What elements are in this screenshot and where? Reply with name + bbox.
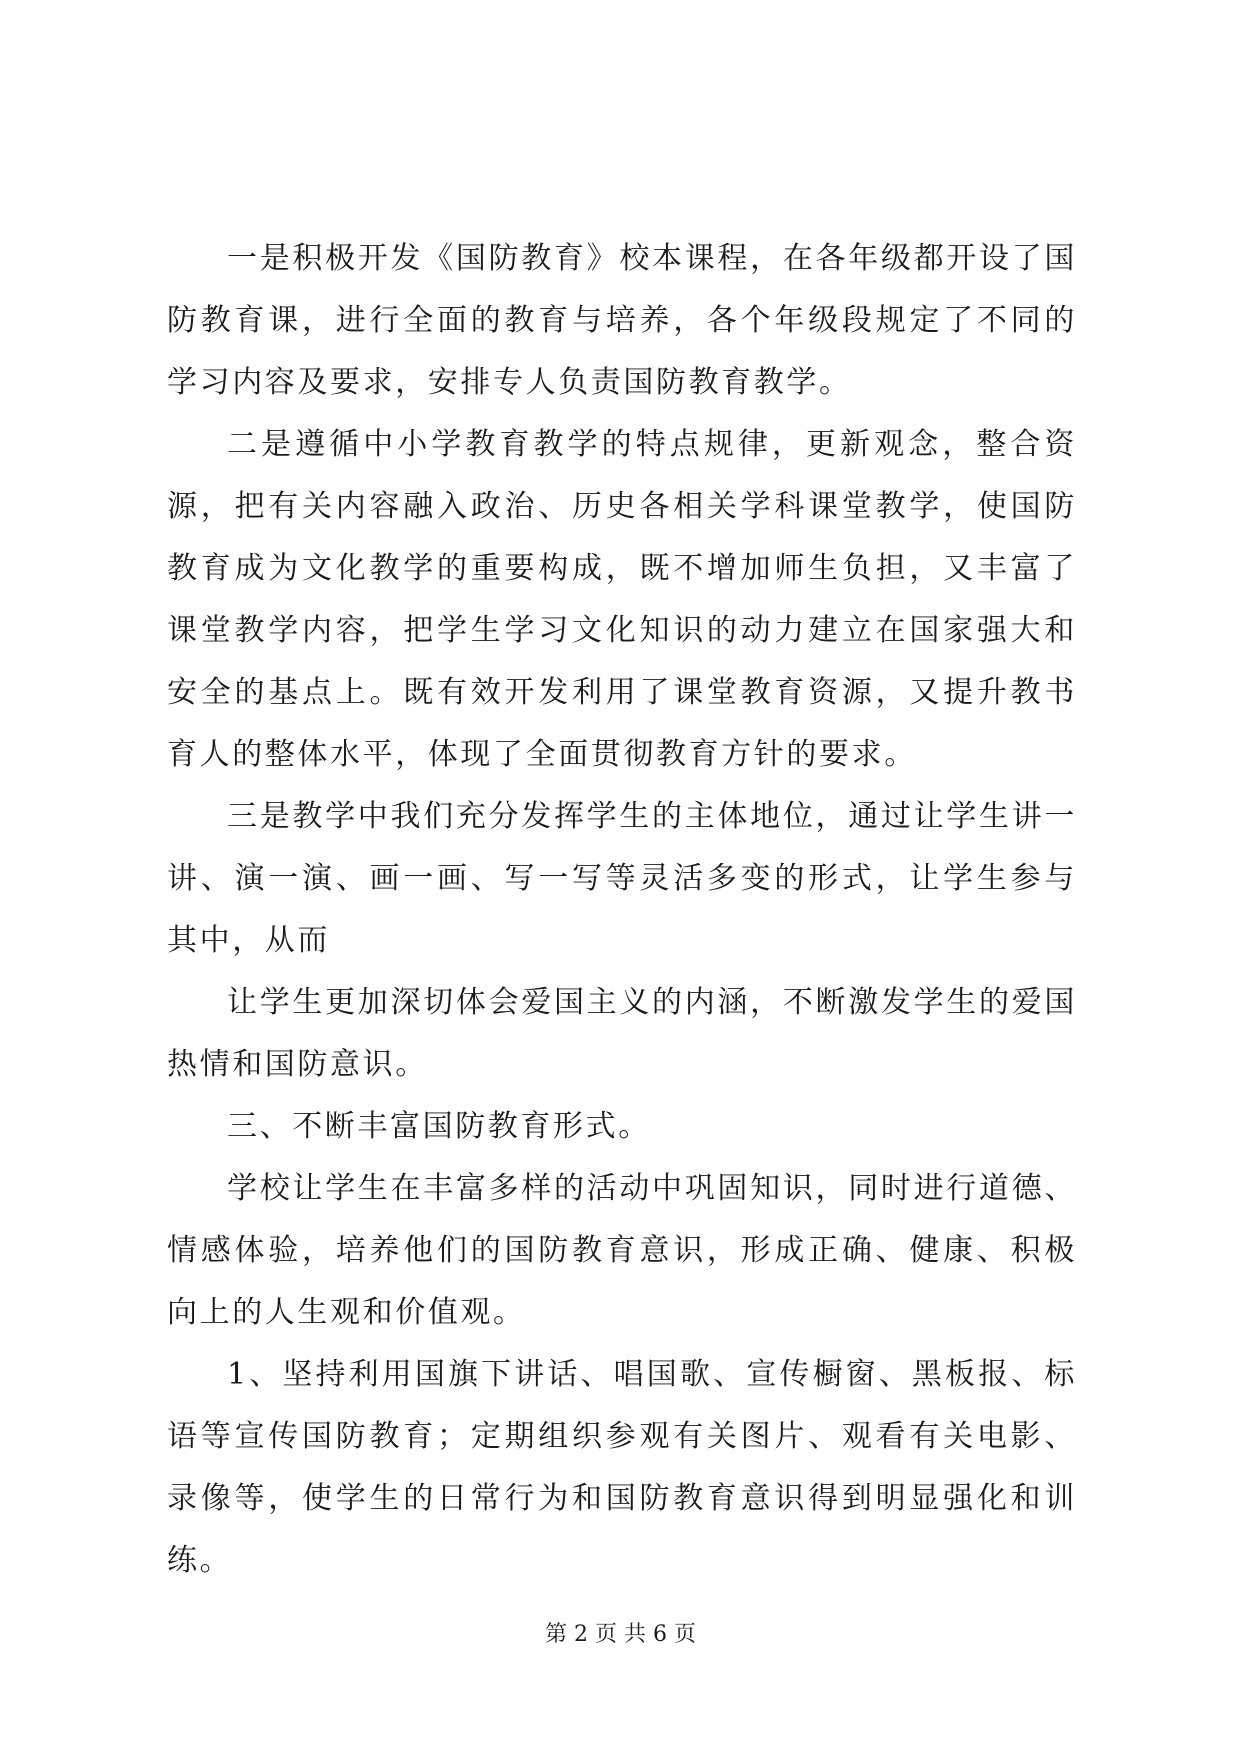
paragraph-5: 学校让学生在丰富多样的活动中巩固知识，同时进行道德、情感体验，培养他们的国防教育意识，形成正确、健康、积极向上的人生观和价值观。 xyxy=(167,1171,1077,1330)
paragraph-3: 三是教学中我们充分发挥学生的主体地位，通过让学生讲一讲、演一演、画一画、写一写等灵活多变的形式，让学生参与其中，从而 xyxy=(167,799,1077,958)
page-footer: 第 2 页 共 6 页 xyxy=(545,1622,696,1647)
section-heading: 三、不断丰富国防教育形式。 xyxy=(227,1109,651,1144)
paragraph-2: 二是遵循中小学教育教学的特点规律，更新观念，整合资源，把有关内容融入政治、历史各相关学科课堂教学，使国防教育成为文化教学的重要构成，既不增加师生负担，又丰富了课堂教学内容，把学生学习文化知识的动力建立在国家强大和安全的基点上。既有效开发利用了课堂教育资源，又提升教书育人的整体水平，体现了全面贯彻教育方针的要求。 xyxy=(167,427,1077,772)
paragraph-1: 一是积极开发《国防教育》校本课程，在各年级都开设了国防教育课，进行全面的教育与培养，各个年级段规定了不同的学习内容及要求，安排专人负责国防教育教学。 xyxy=(167,241,1077,400)
list-item-1: 1、坚持利用国旗下讲话、唱国歌、宣传橱窗、黑板报、标语等宣传国防教育；定期组织参观有关图片、观看有关电影、录像等，使学生的日常行为和国防教育意识得到明显强化和训练。 xyxy=(167,1357,1077,1578)
document-body xyxy=(167,228,1077,1592)
paragraph-4: 让学生更加深切体会爱国主义的内涵，不断激发学生的爱国热情和国防意识。 xyxy=(167,985,1077,1082)
